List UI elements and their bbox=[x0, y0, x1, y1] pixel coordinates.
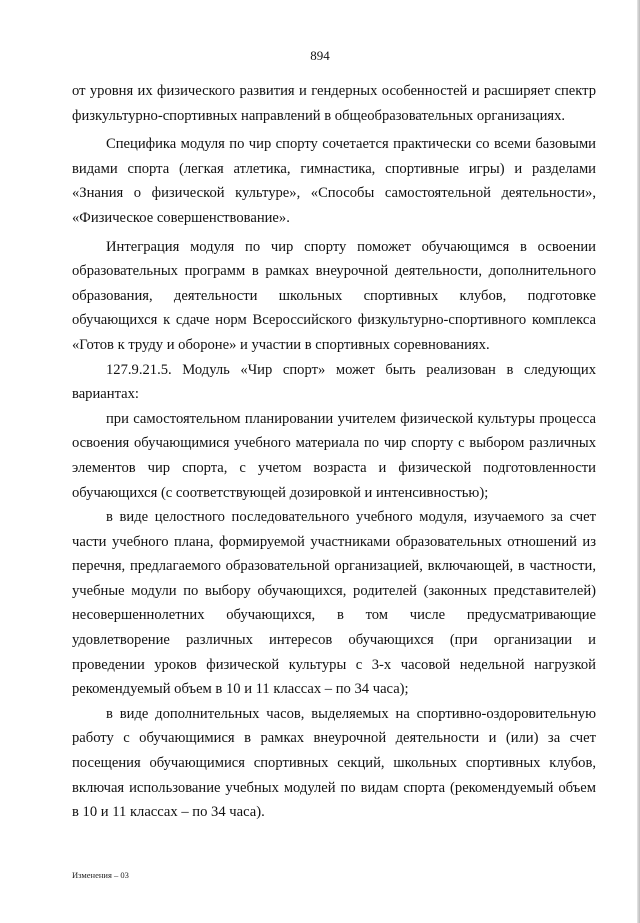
document-body bbox=[72, 79, 596, 825]
paragraph-variant-integral-module: в виде целостного последовательного учебного модуля, изучаемого за счет части учебного плана, формируемой участниками образовательных отношений из перечня, предлагаемого образовательной организацией, включающей, в частности, учебные модули по выбору обучающихся, родителей (законных представителей) несовершеннолетних обучающихся, в том числе предусматривающие удовлетворение различных интересов обучающихся (при организации и проведении уроков физической культуры с 3-х часовой недельной нагрузкой рекомендуемый объем в 10 и 11 классах – по 34 часа); bbox=[72, 509, 596, 698]
paragraph-section-127-9-21-5: 127.9.21.5. Модуль «Чир спорт» может быть реализован в следующих вариантах: bbox=[72, 361, 596, 403]
paragraph-variant-self-planning: при самостоятельном планировании учителем физической культуры процесса освоения обучающимися учебного материала по чир спорту с выбором различных элементов чир спорта, с учетом возраста и физической подготовленности обучающихся (с соответствующей дозировкой и интенсивностью); bbox=[72, 410, 596, 501]
page-number: 894 bbox=[310, 48, 330, 63]
footer-revision-note: Изменения – 03 bbox=[72, 870, 129, 880]
paragraph-variant-extra-hours: в виде дополнительных часов, выделяемых на спортивно-оздоровительную работу с обучающимися в рамках внеурочной деятельности и (или) за счет посещения обучающимися спортивных секций, школьных спортивных клубов, включая использование учебных модулей по видам спорта (рекомендуемый объем в 10 и 11 классах – по 34 часа). bbox=[72, 705, 596, 821]
paragraph-module-specifics: Специфика модуля по чир спорту сочетается практически со всеми базовыми видами спорта (легкая атлетика, гимнастика, спортивные игры) и разделами «Знания о физической культуре», «Способы самостоятельной деятельности», «Физическое совершенствование». bbox=[72, 136, 596, 226]
paragraph-module-integration: Интеграция модуля по чир спорту поможет обучающимся в освоении образовательных программ в рамках внеурочной деятельности, дополнительного образования, деятельности школьных спортивных клубов, подготовке обучающихся к сдаче норм Всероссийского физкультурно-спортивного комплекса «Готов к труду и обороне» и участии в спортивных соревнованиях. bbox=[72, 238, 596, 353]
paragraph-continuation: от уровня их физического развития и гендерных особенностей и расширяет спектр физкультурно-спортивных направлений в общеобразовательных организациях. bbox=[72, 83, 596, 124]
